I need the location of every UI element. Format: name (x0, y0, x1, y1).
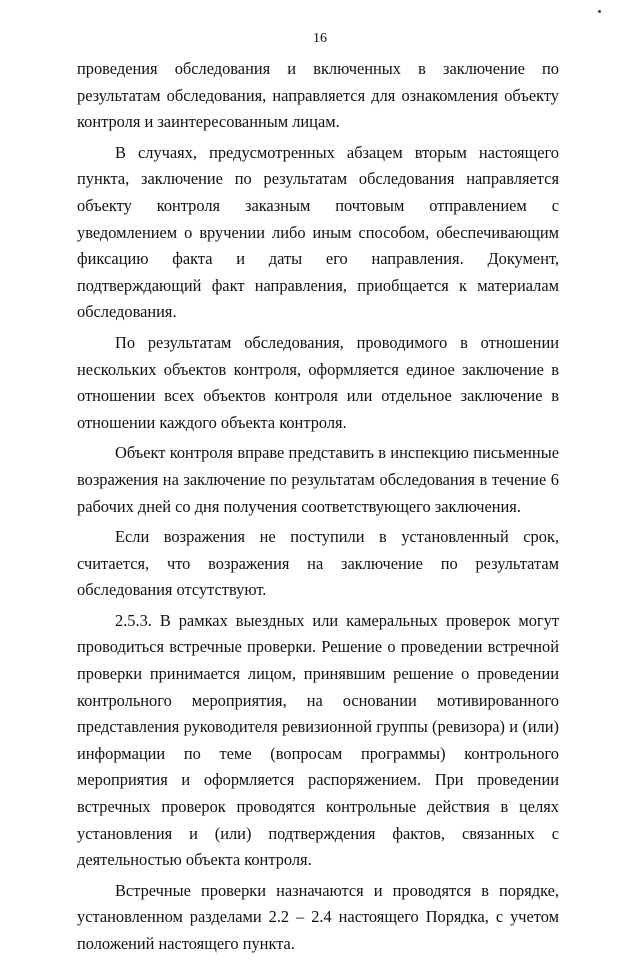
paragraph-objections: Объект контроля вправе представить в инспекцию письменные возражения на заключение по результатам обследования в течение 6 рабочих дней со дня получения соответствующего заключения. (77, 443, 559, 516)
document-body (77, 56, 559, 962)
paragraph-delivery-method: В случаях, предусмотренных абзацем вторым настоящего пункта, заключение по результатам обследования направляется объекту контроля заказным почтовым отправлением с уведомлением о вручении либо иным способом, обеспечивающим фиксацию факта и даты его направления. Документ, подтверждающий факт направления, приобщается к материалам обследования. (77, 142, 559, 322)
paragraph-multiple-objects: По результатам обследования, проводимого в отношении нескольких объектов контроля, оформляется единое заключение в отношении всех объектов контроля или отдельное заключение в отношении каждого объекта контроля. (77, 332, 559, 432)
paragraph-2-5-3-counter-checks: 2.5.3. В рамках выездных или камеральных проверок могут проводиться встречные проверки. Решение о проведении встречной проверки принимается лицом, принявшим решение о проведении контрольного мероприятия, на основании мотивированного представления руководителя ревизионной группы (ревизора) и (или) информации по теме (вопросам программы) контрольного мероприятия и оформляется распоряжением. При проведении встречных проверок проводятся контрольные действия в целях установления и (или) подтверждения фактов, связанных с деятельностью объекта контроля. (77, 610, 559, 870)
paragraph-no-objections: Если возражения не поступили в установленный срок, считается, что возражения на заключение по результатам обследования отсутствуют. (77, 527, 559, 600)
paragraph-continuation: проведения обследования и включенных в заключение по результатам обследования, направляется для ознакомления объекту контроля и заинтересованным лицам. (77, 59, 559, 132)
scan-dot-mark (598, 10, 601, 13)
page-number: 16 (313, 31, 327, 46)
paragraph-counter-checks-procedure: Встречные проверки назначаются и проводятся в порядке, установленном разделами 2.2 – 2.4 настоящего Порядка, с учетом положений настоящего пункта. (77, 880, 559, 953)
